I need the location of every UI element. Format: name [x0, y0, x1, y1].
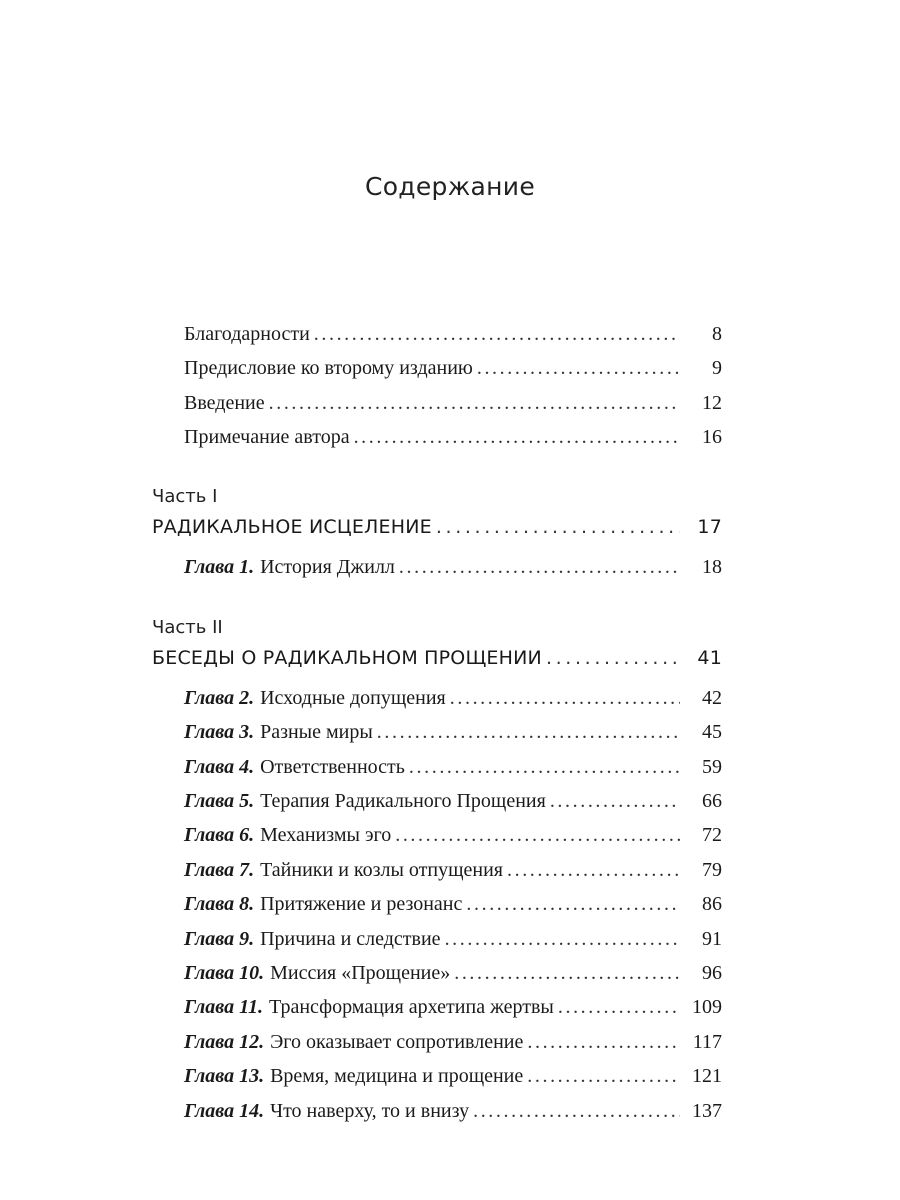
page-title: Содержание — [364, 172, 536, 201]
toc-entry-page: 18 — [702, 556, 722, 578]
toc-chapter-entry — [184, 787, 722, 815]
toc-chapter-entry — [184, 890, 722, 918]
dot-leader — [269, 389, 680, 417]
chapter-number: Глава 13. — [184, 1065, 265, 1087]
toc-entry-page: 41 — [697, 647, 722, 669]
toc-entry-title: Благодарности — [184, 323, 310, 345]
chapter-title: Эго оказывает сопротивление — [270, 1031, 524, 1053]
toc-entry-preface — [184, 354, 722, 382]
toc-entry-title: Введение — [184, 392, 265, 414]
chapter-title: Миссия «Прощение» — [270, 962, 451, 984]
chapter-number: Глава 3. — [184, 721, 255, 743]
dot-leader — [450, 684, 680, 712]
toc-entry-page: 137 — [692, 1100, 722, 1122]
toc-entry-page: 12 — [702, 392, 722, 414]
dot-leader — [466, 890, 680, 918]
dot-leader — [546, 644, 680, 672]
dot-leader — [477, 354, 680, 382]
toc-entry-page: 86 — [702, 893, 722, 915]
chapter-title: История Джилл — [260, 556, 395, 578]
toc-chapter-entry — [184, 925, 722, 953]
dot-leader — [507, 856, 680, 884]
toc-entry-introduction — [184, 389, 722, 417]
chapter-number: Глава 14. — [184, 1100, 265, 1122]
toc-entry-page: 79 — [702, 859, 722, 881]
toc-chapter-entry — [184, 1097, 722, 1125]
chapter-title: Притяжение и резонанс — [260, 893, 463, 915]
chapter-number: Глава 9. — [184, 928, 255, 950]
dot-leader — [395, 821, 680, 849]
toc-chapter-entry — [184, 753, 722, 781]
chapter-number: Глава 11. — [184, 996, 263, 1018]
dot-leader — [558, 993, 680, 1021]
toc-chapter-entry — [184, 1028, 722, 1056]
toc-chapter-entry — [184, 553, 722, 581]
dot-leader — [445, 925, 680, 953]
part-title: РАДИКАЛЬНОЕ ИСЦЕЛЕНИЕ — [152, 516, 432, 538]
part-title: БЕСЕДЫ О РАДИКАЛЬНОМ ПРОЩЕНИИ — [152, 647, 542, 669]
chapter-title: Что наверху, то и внизу — [270, 1100, 470, 1122]
toc-entry-title: Примечание автора — [184, 426, 350, 448]
toc-chapter-entry — [184, 1062, 722, 1090]
part-title-entry — [152, 644, 722, 672]
chapter-number: Глава 12. — [184, 1031, 265, 1053]
dot-leader — [399, 553, 680, 581]
chapter-title: Время, медицина и прощение — [270, 1065, 524, 1087]
chapter-title: Исходные допущения — [260, 687, 446, 709]
dot-leader — [454, 959, 680, 987]
toc-entry-title: Предисловие ко второму изданию — [184, 357, 473, 379]
toc-entry-page: 96 — [702, 962, 722, 984]
toc-entry-page: 109 — [692, 996, 722, 1018]
chapter-title: Трансформация архетипа жертвы — [268, 996, 554, 1018]
toc-entry-page: 117 — [692, 1031, 722, 1053]
chapter-title: Механизмы эго — [260, 824, 392, 846]
toc-entry-page: 66 — [702, 790, 722, 812]
toc-entry-page: 42 — [702, 687, 722, 709]
toc-entry-page: 16 — [702, 426, 722, 448]
dot-leader — [314, 320, 680, 348]
chapter-title: Причина и следствие — [260, 928, 441, 950]
part-label: Часть I — [152, 486, 218, 507]
toc-entry-page: 72 — [702, 824, 722, 846]
chapter-title: Тайники и козлы отпущения — [260, 859, 503, 881]
chapter-title: Разные миры — [260, 721, 373, 743]
dot-leader — [527, 1062, 680, 1090]
part-label: Часть II — [152, 617, 223, 638]
chapter-number: Глава 4. — [184, 756, 255, 778]
toc-entry-page: 45 — [702, 721, 722, 743]
part-title-entry — [152, 513, 722, 541]
dot-leader — [436, 513, 680, 541]
dot-leader — [377, 718, 680, 746]
toc-chapter-entry — [184, 993, 722, 1021]
toc-entry-page: 17 — [697, 516, 722, 538]
chapter-title: Терапия Радикального Прощения — [260, 790, 546, 812]
toc-entry-acknowledgements — [184, 320, 722, 348]
dot-leader — [550, 787, 680, 815]
dot-leader — [527, 1028, 680, 1056]
chapter-title: Ответственность — [260, 756, 405, 778]
toc-entry-page: 9 — [712, 357, 722, 379]
chapter-number: Глава 2. — [184, 687, 255, 709]
chapter-number: Глава 8. — [184, 893, 255, 915]
dot-leader — [409, 753, 680, 781]
dot-leader — [473, 1097, 680, 1125]
toc-entry-page: 59 — [702, 756, 722, 778]
chapter-number: Глава 10. — [184, 962, 265, 984]
toc-chapter-entry — [184, 821, 722, 849]
toc-entry-page: 121 — [692, 1065, 722, 1087]
chapter-number: Глава 1. — [184, 556, 255, 578]
chapter-number: Глава 5. — [184, 790, 255, 812]
toc-chapter-entry — [184, 959, 722, 987]
toc-chapter-entry — [184, 718, 722, 746]
toc-chapter-entry — [184, 856, 722, 884]
dot-leader — [354, 423, 680, 451]
chapter-number: Глава 7. — [184, 859, 255, 881]
toc-entry-page: 91 — [702, 928, 722, 950]
toc-entry-author-note — [184, 423, 722, 451]
toc-entry-page: 8 — [712, 323, 722, 345]
chapter-number: Глава 6. — [184, 824, 255, 846]
toc-chapter-entry — [184, 684, 722, 712]
